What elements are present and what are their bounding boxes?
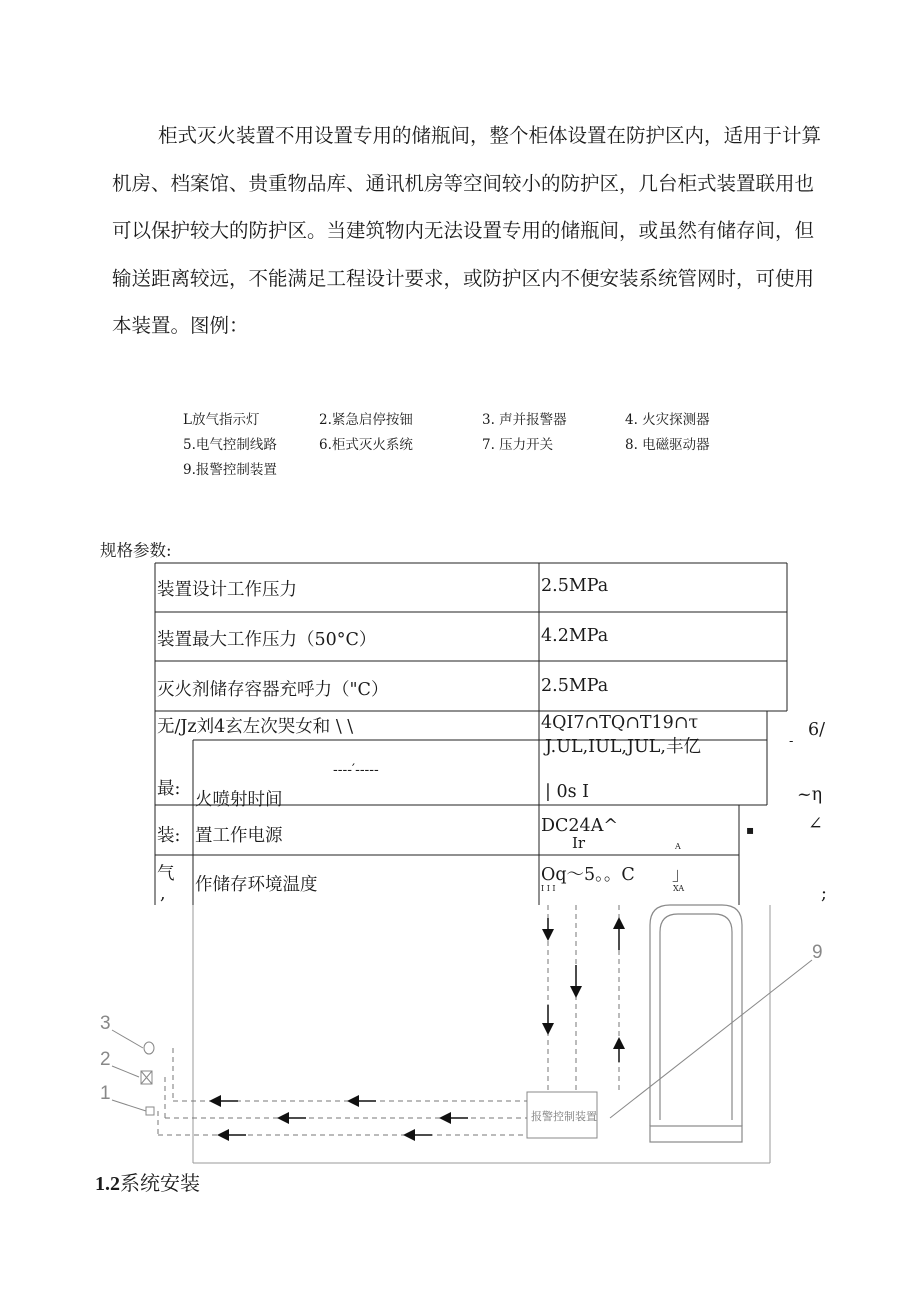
garbled-mark: Ir: [572, 834, 586, 852]
garbled-mark: ∠: [808, 814, 823, 834]
spec-title: 规格参数:: [100, 541, 172, 560]
garbled-mark: ----′-----: [333, 762, 379, 778]
legend-item: 9.报警控制装置: [183, 462, 277, 478]
spec-value: | 0s I: [545, 782, 590, 802]
spec-param: 作储存环境温度: [195, 875, 318, 895]
section-heading: [95, 1167, 200, 1196]
spec-value: 2.5MPa: [541, 676, 609, 696]
legend-item: 2.紧急启停按钿: [319, 412, 413, 428]
legend-item: 4. 火灾探测器: [625, 412, 710, 428]
garbled-mark: ,: [160, 884, 166, 904]
legend-item: L放气指示灯: [183, 412, 260, 428]
spec-value: DC24A^: [541, 816, 618, 836]
alarm-control-box-label: 报警控制装置: [531, 1110, 597, 1123]
diagram-label: 9: [812, 942, 823, 963]
spec-value: 2.5MPa: [541, 576, 609, 596]
cabinet-system-6: [650, 905, 742, 1142]
legend-item: 6.柜式灭火系统: [319, 437, 413, 453]
garbled-mark: 」: [672, 865, 690, 885]
spec-param: 火喷射时间: [195, 790, 283, 810]
section-number: 1.2: [95, 1173, 120, 1195]
signal-arrows: [212, 918, 619, 1135]
garbled-mark: XA: [673, 884, 685, 893]
section-title: 系统安装: [120, 1171, 200, 1195]
spec-param: 灭火剂储存容器充呼力（"C）: [157, 680, 389, 700]
field-devices: [112, 960, 812, 1118]
intro-line: 机房、档案馆、贵重物品库、通讯机房等空间较小的防护区，几台柜式装置联用也: [112, 171, 815, 195]
spec-param: 置工作电源: [195, 826, 283, 846]
garbled-mark: ~η: [797, 785, 823, 805]
diagram-frame: [193, 905, 770, 1163]
intro-line: 输送距离较远，不能满足工程设计要求，或防护区内不便安装系统管网时，可使用: [112, 266, 815, 290]
diagram-label: 1: [100, 1083, 111, 1104]
garbled-mark: ▪: [746, 823, 755, 837]
garbled-mark: -: [789, 734, 794, 749]
spec-param: 无/Jz刘4玄左次哭女和 \ \: [157, 717, 354, 737]
spec-value: Oq～5。。C: [541, 865, 635, 885]
garbled-mark: I I I: [541, 884, 556, 893]
spec-param: 装置设计工作压力: [157, 580, 297, 600]
garbled-mark: ;: [821, 884, 827, 904]
garbled-side: 气: [157, 864, 175, 884]
garbled-mark: 6/: [808, 720, 826, 740]
garbled-value-sub: J.UL,IUL,JUL,丰亿: [545, 737, 701, 757]
spec-value: 4.2MPa: [541, 626, 609, 646]
spec-value: 4QI7∩TQ∩T19∩τ: [541, 713, 699, 733]
legend-item: 8. 电磁驱动器: [625, 437, 710, 453]
legend-item: 3. 声并报警器: [482, 412, 567, 428]
garbled-side: 最:: [157, 779, 181, 799]
legend-item: 7. 压力开关: [482, 437, 554, 453]
intro-line: 柜式灭火装置不用设置专用的储瓶间，整个柜体设置在防护区内，适用于计算: [158, 124, 822, 147]
garbled-side: 装:: [157, 826, 181, 846]
diagram-label: 3: [100, 1013, 111, 1034]
spec-param: 装置最大工作压力（50°C）: [157, 630, 377, 650]
legend-item: 5.电气控制线路: [183, 437, 277, 453]
intro-line: 可以保护较大的防护区。当建筑物内无法设置专用的储瓶间，或虽然有储存间，但: [112, 219, 815, 243]
garbled-mark: A: [675, 842, 681, 851]
diagram-label: 2: [100, 1049, 111, 1070]
intro-line: 本装置。图例：: [112, 314, 249, 338]
